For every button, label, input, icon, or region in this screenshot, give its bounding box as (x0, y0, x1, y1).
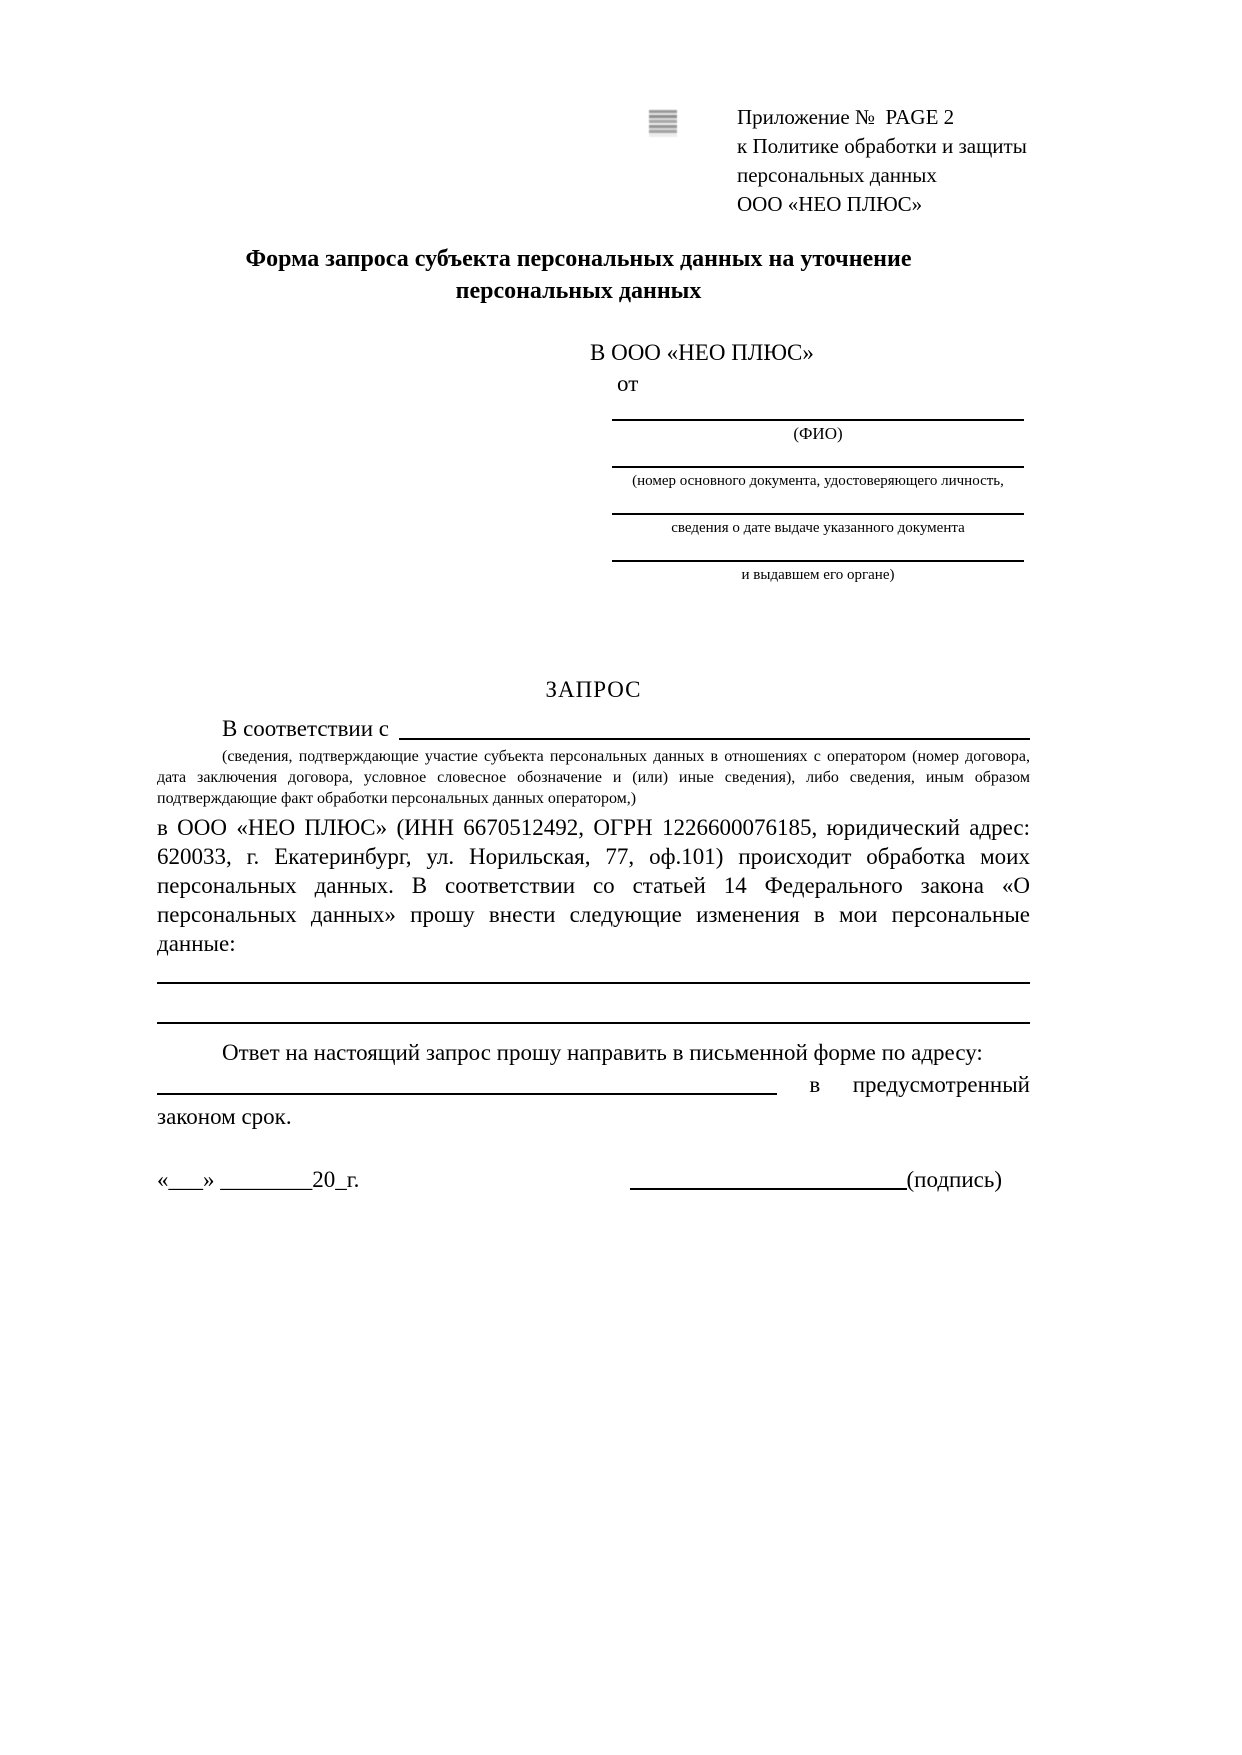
document-number-label: (номер основного документа, удостоверяющего личность, (632, 473, 1004, 489)
issue-date-label: сведения о дате выдаче указанного документа (671, 520, 965, 536)
issue-date-field (612, 505, 1024, 538)
fio-field (612, 411, 1024, 444)
signature-blank-line (630, 1188, 907, 1190)
changes-blank-line-2 (157, 984, 1030, 1024)
addressee-from: от (617, 371, 639, 396)
fio-blank-line (612, 411, 1024, 421)
date-field: «___» ________20_г. (157, 1167, 360, 1192)
document-number-blank-line (612, 458, 1024, 468)
changes-blank-line-1 (157, 958, 1030, 984)
footnote-text: (сведения, подтверждающие участие субъекта персональных данных в отношениях с оператором (номер договора, дата заключения договора, условное словесное обозначение и (или) иные сведения), либо сведения, иным образом подтверждающие факт обработки персональных данных оператором,) (157, 748, 1030, 807)
reply-word-predusmotrenny: предусмотренный (852, 1072, 1030, 1097)
basis-blank-line (399, 738, 1030, 740)
reply-instruction-text: Ответ на настоящий запрос прошу направить в письменной форме по адресу: (222, 1040, 983, 1065)
request-intro-text: В соответствии с (222, 716, 390, 741)
issuing-authority-label: и выдавшем его органе) (741, 567, 895, 583)
header-personal-data-line: персональных данных (737, 163, 937, 187)
issuing-authority-field (612, 552, 1024, 585)
request-heading: ЗАПРОС (545, 677, 642, 702)
request-intro-row (157, 714, 1030, 743)
header-policy-line: к Политике обработки и защиты (737, 134, 1027, 158)
issue-date-blank-line (612, 505, 1024, 515)
document-title (157, 243, 1030, 307)
addressee-to: В ООО «НЕО ПЛЮС» (590, 340, 814, 365)
reply-address-row (157, 1070, 1030, 1099)
request-body-text: в ООО «НЕО ПЛЮС» (ИНН 6670512492, ОГРН 1226600076185, юридический адрес: 620033, г. Екатеринбург, ул. Норильская, 77, оф.101) происходит обработка моих персональных данных. В соответствии со статьей 14 Федерального закона «О персональных данных» прошу внести следующие изменения в мои персональные данные: (157, 815, 1030, 956)
signature-label: (подпись) (906, 1167, 1002, 1192)
header-appendix-line: Приложение № PAGE 2 (737, 105, 955, 129)
reply-word-v: в (809, 1072, 821, 1097)
address-blank-line (157, 1093, 777, 1095)
title-line-1: Форма запроса субъекта персональных данных на уточнение (245, 246, 912, 272)
issuing-authority-blank-line (612, 552, 1024, 562)
document-number-field (612, 458, 1024, 491)
signature-row (157, 1165, 1030, 1194)
signature-group (630, 1165, 1002, 1194)
addressee-block (157, 338, 1030, 585)
header-company-line: ООО «НЕО ПЛЮС» (737, 192, 923, 216)
fio-label: (ФИО) (793, 424, 843, 443)
title-line-2: персональных данных (455, 278, 702, 304)
document-content (157, 0, 1030, 1194)
reply-term-text: законом срок. (157, 1104, 292, 1129)
